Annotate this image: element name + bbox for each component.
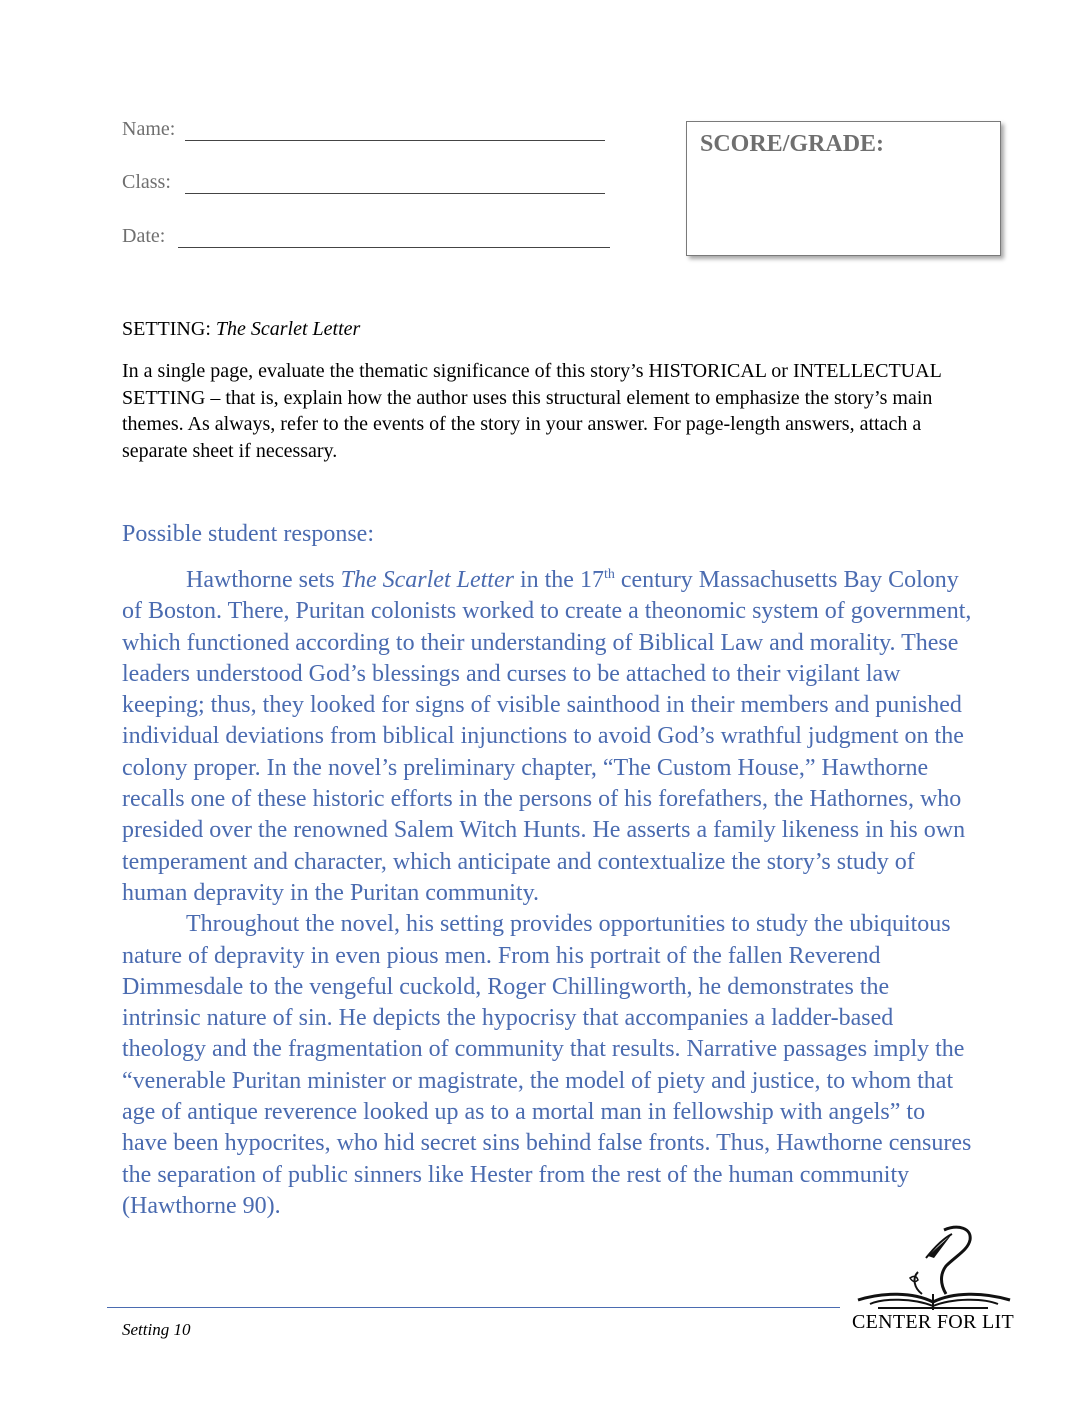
score-grade-box <box>686 121 1001 256</box>
name-label: Name: <box>122 118 176 140</box>
ordinal-suffix: th <box>603 567 615 582</box>
assignment-prompt: In a single page, evaluate the thematic significance of this story’s HISTORICAL or INTELLECTUAL SETTING – that is, explain how the author uses this structural element to emphasize the story’s main themes. As always, refer to the events of the story in your answer. For page-length answers, attach a separate sheet if necessary. <box>122 360 942 462</box>
response-paragraph-1: Hawthorne sets The Scarlet Letter in the 17th century Massachusetts Bay Colony of Boston. There, Puritan colonists worked to create a theonomic system of government, which functioned according to their understanding of Biblical Law and morality. These leaders understood God’s blessings and curses to be attached to their vigilant law keeping; thus, they looked for signs of visible sainthood in their members and punished individual deviations from biblical injunctions to avoid God’s wrathful judgment on the colony proper. In the novel’s preliminary chapter, “The Custom House,” Hawthorne recalls one of these historic efforts in the persons of his forefathers, the Hathornes, who presided over the renowned Salem Witch Hunts. He asserts a family likeness in his own temperament and character, which anticipate and contextualize the story’s study of human depravity in the Puritan community. <box>122 567 972 906</box>
class-line[interactable] <box>185 193 605 194</box>
center-for-lit-logo <box>848 1222 1018 1334</box>
response-label: Possible student response: <box>122 521 374 547</box>
heading-prefix: SETTING: <box>122 318 216 340</box>
class-label: Class: <box>122 171 171 193</box>
name-field[interactable] <box>122 118 175 141</box>
novel-title: The Scarlet Letter <box>340 567 514 593</box>
footer-page-label: Setting 10 <box>122 1320 191 1339</box>
response-paragraph-2: Throughout the novel, his setting provides opportunities to study the ubiquitous nature of depravity in even pious men. From his portrait of the fallen Reverend Dimmesdale to the vengeful cuckold, Roger Chillingworth, he demonstrates the intrinsic nature of sin. He depicts the hypocrisy that accompanies a ladder-based theology and the fragmentation of community that results. Narrative passages imply the “venerable Puritan minister or magistrate, the model of piety and justice, to whom that age of antique reverence looked up as to a mortal man in fellowship with angels” to have been hypocrites, who hid secret sins behind false fronts. Thus, Hawthorne censures the separation of public sinners like Hester from the rest of the human community (Hawthorne 90). <box>122 911 972 1219</box>
name-line[interactable] <box>185 140 605 141</box>
date-line[interactable] <box>178 247 610 248</box>
score-grade-label: SCORE/GRADE: <box>700 131 885 157</box>
heading-title: The Scarlet Letter <box>215 318 361 340</box>
student-response <box>122 565 972 1222</box>
pelican-book-icon <box>848 1222 1018 1314</box>
class-field[interactable] <box>122 171 171 194</box>
logo-text: CENTER FOR LIT <box>852 1311 1014 1333</box>
assignment-heading <box>122 318 360 341</box>
date-label: Date: <box>122 225 166 247</box>
footer-divider <box>107 1307 840 1308</box>
date-field[interactable] <box>122 225 165 248</box>
